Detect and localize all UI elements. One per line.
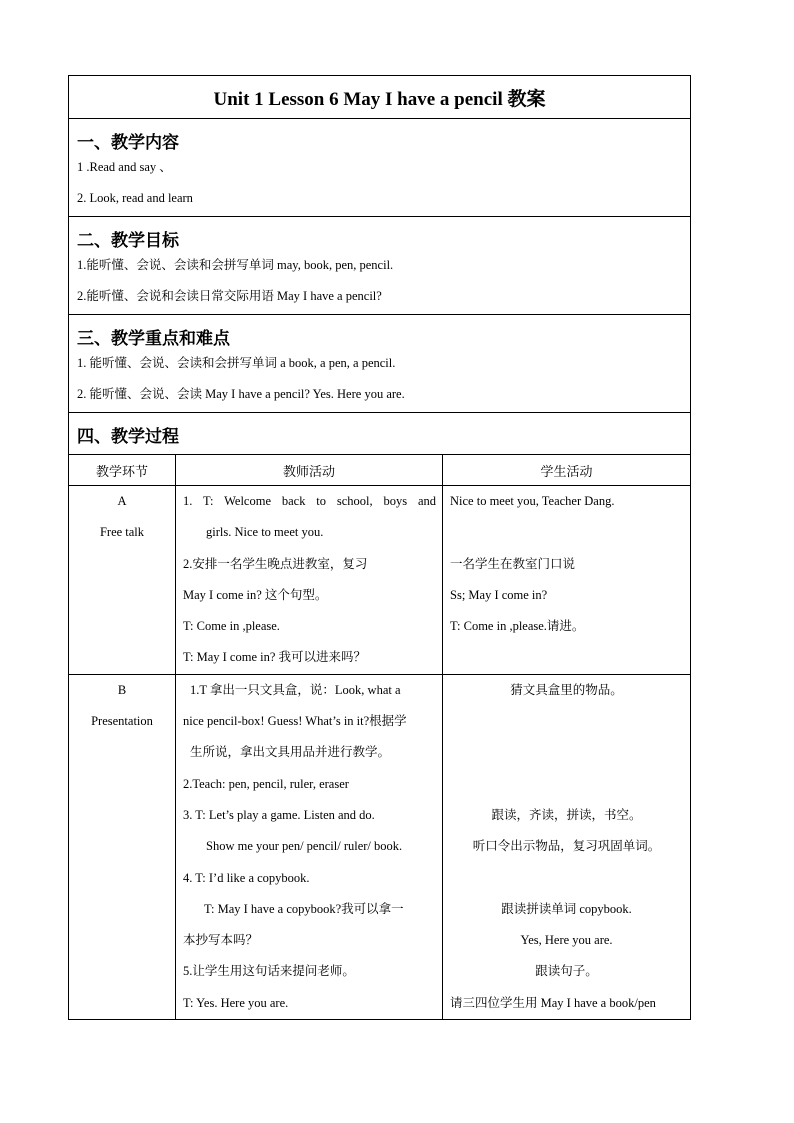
teacher-b-line-1: 1.T 拿出一只文具盒，说：Look, what a bbox=[190, 682, 401, 697]
teacher-a-line-2: girls. Nice to meet you. bbox=[206, 525, 324, 540]
section-goals bbox=[69, 217, 691, 315]
student-a-line-4: Ss; May I come in? bbox=[450, 587, 548, 602]
student-b-line-5: 跟读，齐读，拼读，书空。 bbox=[491, 807, 642, 822]
section-keypoints bbox=[69, 315, 691, 413]
student-b-line-9: Yes, Here you are. bbox=[520, 933, 613, 948]
teacher-b-line-7: 4. T: I’d like a copybook. bbox=[183, 870, 310, 885]
stage-a-letter: A bbox=[117, 494, 127, 508]
teacher-b-line-2: nice pencil-box! Guess! What’s in it?根据学 bbox=[183, 714, 407, 729]
teacher-b-line-8: T: May I have a copybook?我可以拿一 bbox=[204, 901, 404, 916]
teacher-a-line-4: May I come in? 这个句型。 bbox=[183, 587, 328, 602]
student-a-line-6 bbox=[443, 642, 690, 673]
teacher-a-line-3: 2.安排一名学生晚点进教室，复习 bbox=[183, 556, 368, 571]
student-b-line-1: 猜文具盒里的物品。 bbox=[510, 682, 623, 697]
student-b-line-11: 请三四位学生用 May I have a book/pen bbox=[450, 995, 656, 1010]
teacher-b-line-10: 5.让学生用这句话来提问老师。 bbox=[183, 964, 355, 979]
teacher-a-line-5: T: Come in ,please. bbox=[183, 619, 280, 634]
column-header-student: 学生活动 bbox=[443, 455, 691, 486]
student-b-line-6: 听口令出示物品，复习巩固单词。 bbox=[472, 839, 661, 854]
student-a-line-2 bbox=[443, 517, 690, 548]
section-heading-content: 一、教学内容 bbox=[77, 133, 179, 152]
section-content bbox=[69, 119, 691, 217]
student-b-line-2 bbox=[443, 706, 690, 737]
section-heading-process: 四、教学过程 bbox=[77, 427, 179, 446]
student-b-line-4 bbox=[443, 769, 690, 800]
teacher-b-line-9: 本抄写本吗？ bbox=[183, 933, 259, 948]
stage-a-name: Free talk bbox=[99, 525, 145, 540]
column-header-teacher: 教师活动 bbox=[176, 455, 443, 486]
process-row-a bbox=[69, 486, 691, 675]
student-a-line-5: T: Come in ,please.请进。 bbox=[450, 619, 585, 634]
stage-b-letter: B bbox=[117, 682, 127, 697]
student-a-line-1: Nice to meet you, Teacher Dang. bbox=[450, 494, 615, 508]
teacher-b-line-11: T: Yes. Here you are. bbox=[183, 995, 289, 1010]
teacher-b-line-3: 生所说，拿出文具用品并进行教学。 bbox=[190, 745, 391, 760]
teacher-a-line-1: 1. T: Welcome back to school, boys and bbox=[183, 494, 436, 508]
goals-line-1: 1.能听懂、会说、会读和会拼写单词 may, book, pen, pencil. bbox=[77, 258, 394, 272]
student-b-line-8: 跟读拼读单词 copybook. bbox=[501, 901, 632, 916]
teacher-b-line-4: 2.Teach: pen, pencil, ruler, eraser bbox=[183, 776, 349, 791]
goals-line-2: 2.能听懂、会说和会读日常交际用语 May I have a pencil? bbox=[77, 289, 382, 303]
student-b-line-7 bbox=[443, 863, 690, 894]
teacher-b-line-6: Show me your pen/ pencil/ ruler/ book. bbox=[206, 839, 403, 854]
stage-b-name: Presentation bbox=[91, 714, 153, 729]
title-row bbox=[69, 76, 691, 119]
lesson-plan-table bbox=[68, 75, 691, 1020]
student-a-line-3: 一名学生在教室门口说 bbox=[450, 556, 576, 571]
teacher-b-line-5: 3. T: Let’s play a game. Listen and do. bbox=[183, 807, 375, 822]
teacher-a-line-6: T: May I come in? 我可以进来吗？ bbox=[183, 650, 367, 665]
student-b-line-10: 跟读句子。 bbox=[535, 964, 598, 979]
process-column-headers bbox=[69, 455, 691, 486]
section-heading-goals: 二、教学目标 bbox=[77, 231, 179, 250]
content-line-1: 1 .Read and say 、 bbox=[77, 160, 172, 174]
keypoints-line-2: 2. 能听懂、会说、会读 May I have a pencil? Yes. Here you are. bbox=[77, 387, 405, 401]
keypoints-line-1: 1. 能听懂、会说、会读和会拼写单词 a book, a pen, a pencil. bbox=[77, 356, 396, 370]
process-row-b bbox=[69, 674, 691, 1019]
document-title: Unit 1 Lesson 6 May I have a pencil 教案 bbox=[69, 76, 691, 119]
section-process bbox=[69, 413, 691, 455]
student-b-line-3 bbox=[443, 737, 690, 768]
content-line-2: 2. Look, read and learn bbox=[77, 191, 193, 205]
section-heading-keypoints: 三、教学重点和难点 bbox=[77, 329, 230, 348]
column-header-stage: 教学环节 bbox=[69, 455, 176, 486]
